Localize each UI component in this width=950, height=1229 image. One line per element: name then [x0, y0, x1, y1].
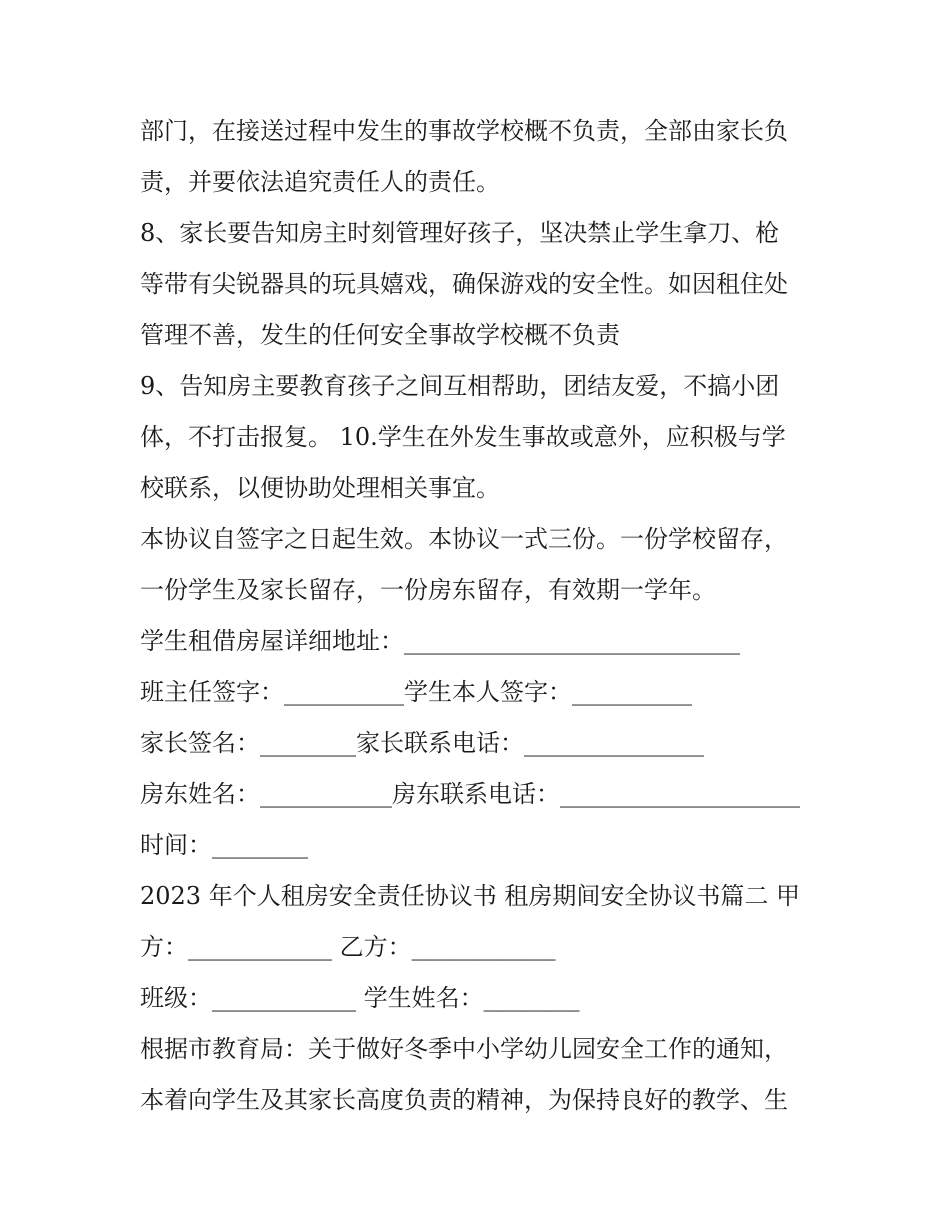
address-field-line: 学生租借房屋详细地址：____________________________: [140, 627, 740, 655]
text-line: 本协议自签字之日起生效。本协议一式三份。一份学校留存，: [140, 525, 788, 553]
text-line: 本着向学生及其家长高度负责的精神，为保持良好的教学、生: [140, 1086, 788, 1114]
text-line: 一份学生及家长留存，一份房东留存，有效期一学年。: [140, 576, 716, 604]
text-line: 校联系，以便协助处理相关事宜。: [140, 474, 500, 502]
text-line: 8、家长要告知房主时刻管理好孩子，坚决禁止学生拿刀、枪: [140, 219, 780, 247]
signature-field-line: 班主任签字：__________学生本人签字：__________: [140, 678, 692, 706]
parent-field-line: 家长签名：________家长联系电话：_______________: [140, 729, 704, 757]
text-line: 部门，在接送过程中发生的事故学校概不负责，全部由家长负: [140, 117, 788, 145]
text-line: 根据市教育局：关于做好冬季中小学幼儿园安全工作的通知，: [140, 1035, 788, 1063]
text-line: 等带有尖锐器具的玩具嬉戏，确保游戏的安全性。如因租住处: [140, 270, 788, 298]
section-title-line: 2023 年个人租房安全责任协议书 租房期间安全协议书篇二 甲: [140, 882, 800, 910]
text-line: 体，不打击报复。 10.学生在外发生事故或意外，应积极与学: [140, 423, 786, 451]
date-field-line: 时间：________: [140, 831, 308, 859]
text-line: 管理不善，发生的任何安全事故学校概不负责: [140, 321, 620, 349]
class-field-line: 班级：____________ 学生姓名：________: [140, 984, 580, 1012]
text-line: 责，并要依法追究责任人的责任。: [140, 168, 500, 196]
party-field-line: 方：____________ 乙方：____________: [140, 933, 556, 961]
text-line: 9、告知房主要教育孩子之间互相帮助，团结友爱，不搞小团: [140, 372, 780, 400]
landlord-field-line: 房东姓名：___________房东联系电话：____________________: [140, 780, 800, 808]
document-body: [140, 106, 830, 1126]
